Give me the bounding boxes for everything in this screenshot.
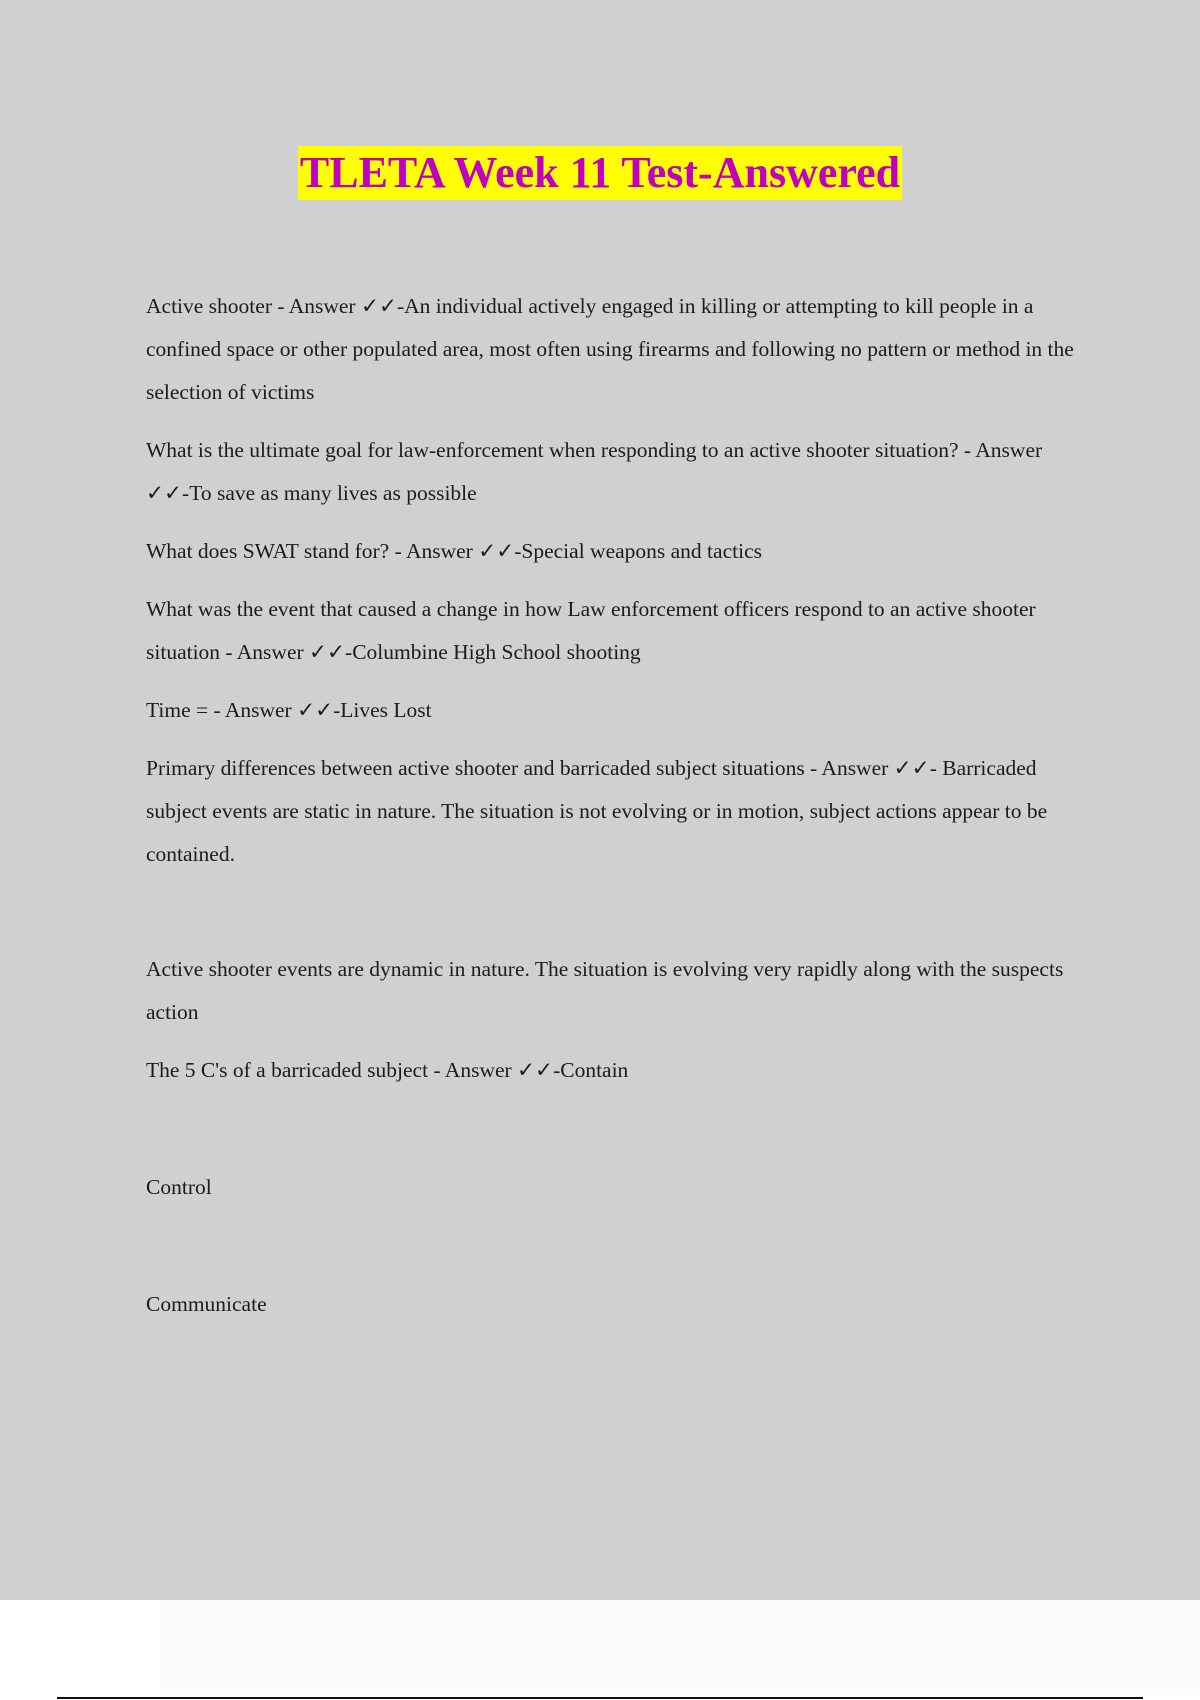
title-container: [0, 146, 1200, 200]
qa-active-shooter: Active shooter - Answer ✓✓-An individual actively engaged in killing or attempting to kill people in a confined space or other populated area, most often using firearms and following no pattern or method in the selection of victims: [146, 294, 1074, 404]
qa-columbine: What was the event that caused a change in how Law enforcement officers respond to an active shooter situation - Answer ✓✓-Columbine High School shooting: [146, 597, 1036, 664]
page-footer-area: [160, 1600, 1200, 1695]
qa-time: Time = - Answer ✓✓-Lives Lost: [146, 698, 432, 722]
footer-divider: [57, 1697, 1143, 1699]
active-shooter-dynamic: Active shooter events are dynamic in nature. The situation is evolving very rapidly along with the suspects action: [146, 957, 1064, 1024]
five-cs-communicate: Communicate: [146, 1292, 267, 1316]
five-cs-control: Control: [146, 1175, 212, 1199]
qa-barricaded-differences: Primary differences between active shooter and barricaded subject situations - Answer ✓✓- Barricaded subject events are static in nature. The situation is not evolving or in motion, subject actions appear to be contained.: [146, 756, 1048, 866]
document-body: [146, 285, 1081, 1326]
document-title: TLETA Week 11 Test-Answered: [298, 146, 902, 200]
qa-five-cs: The 5 C's of a barricaded subject - Answer ✓✓-Contain: [146, 1058, 629, 1082]
qa-swat: What does SWAT stand for? - Answer ✓✓-Special weapons and tactics: [146, 539, 762, 563]
qa-ultimate-goal: What is the ultimate goal for law-enforcement when responding to an active shooter situation? - Answer ✓✓-To save as many lives as possible: [146, 438, 1043, 505]
